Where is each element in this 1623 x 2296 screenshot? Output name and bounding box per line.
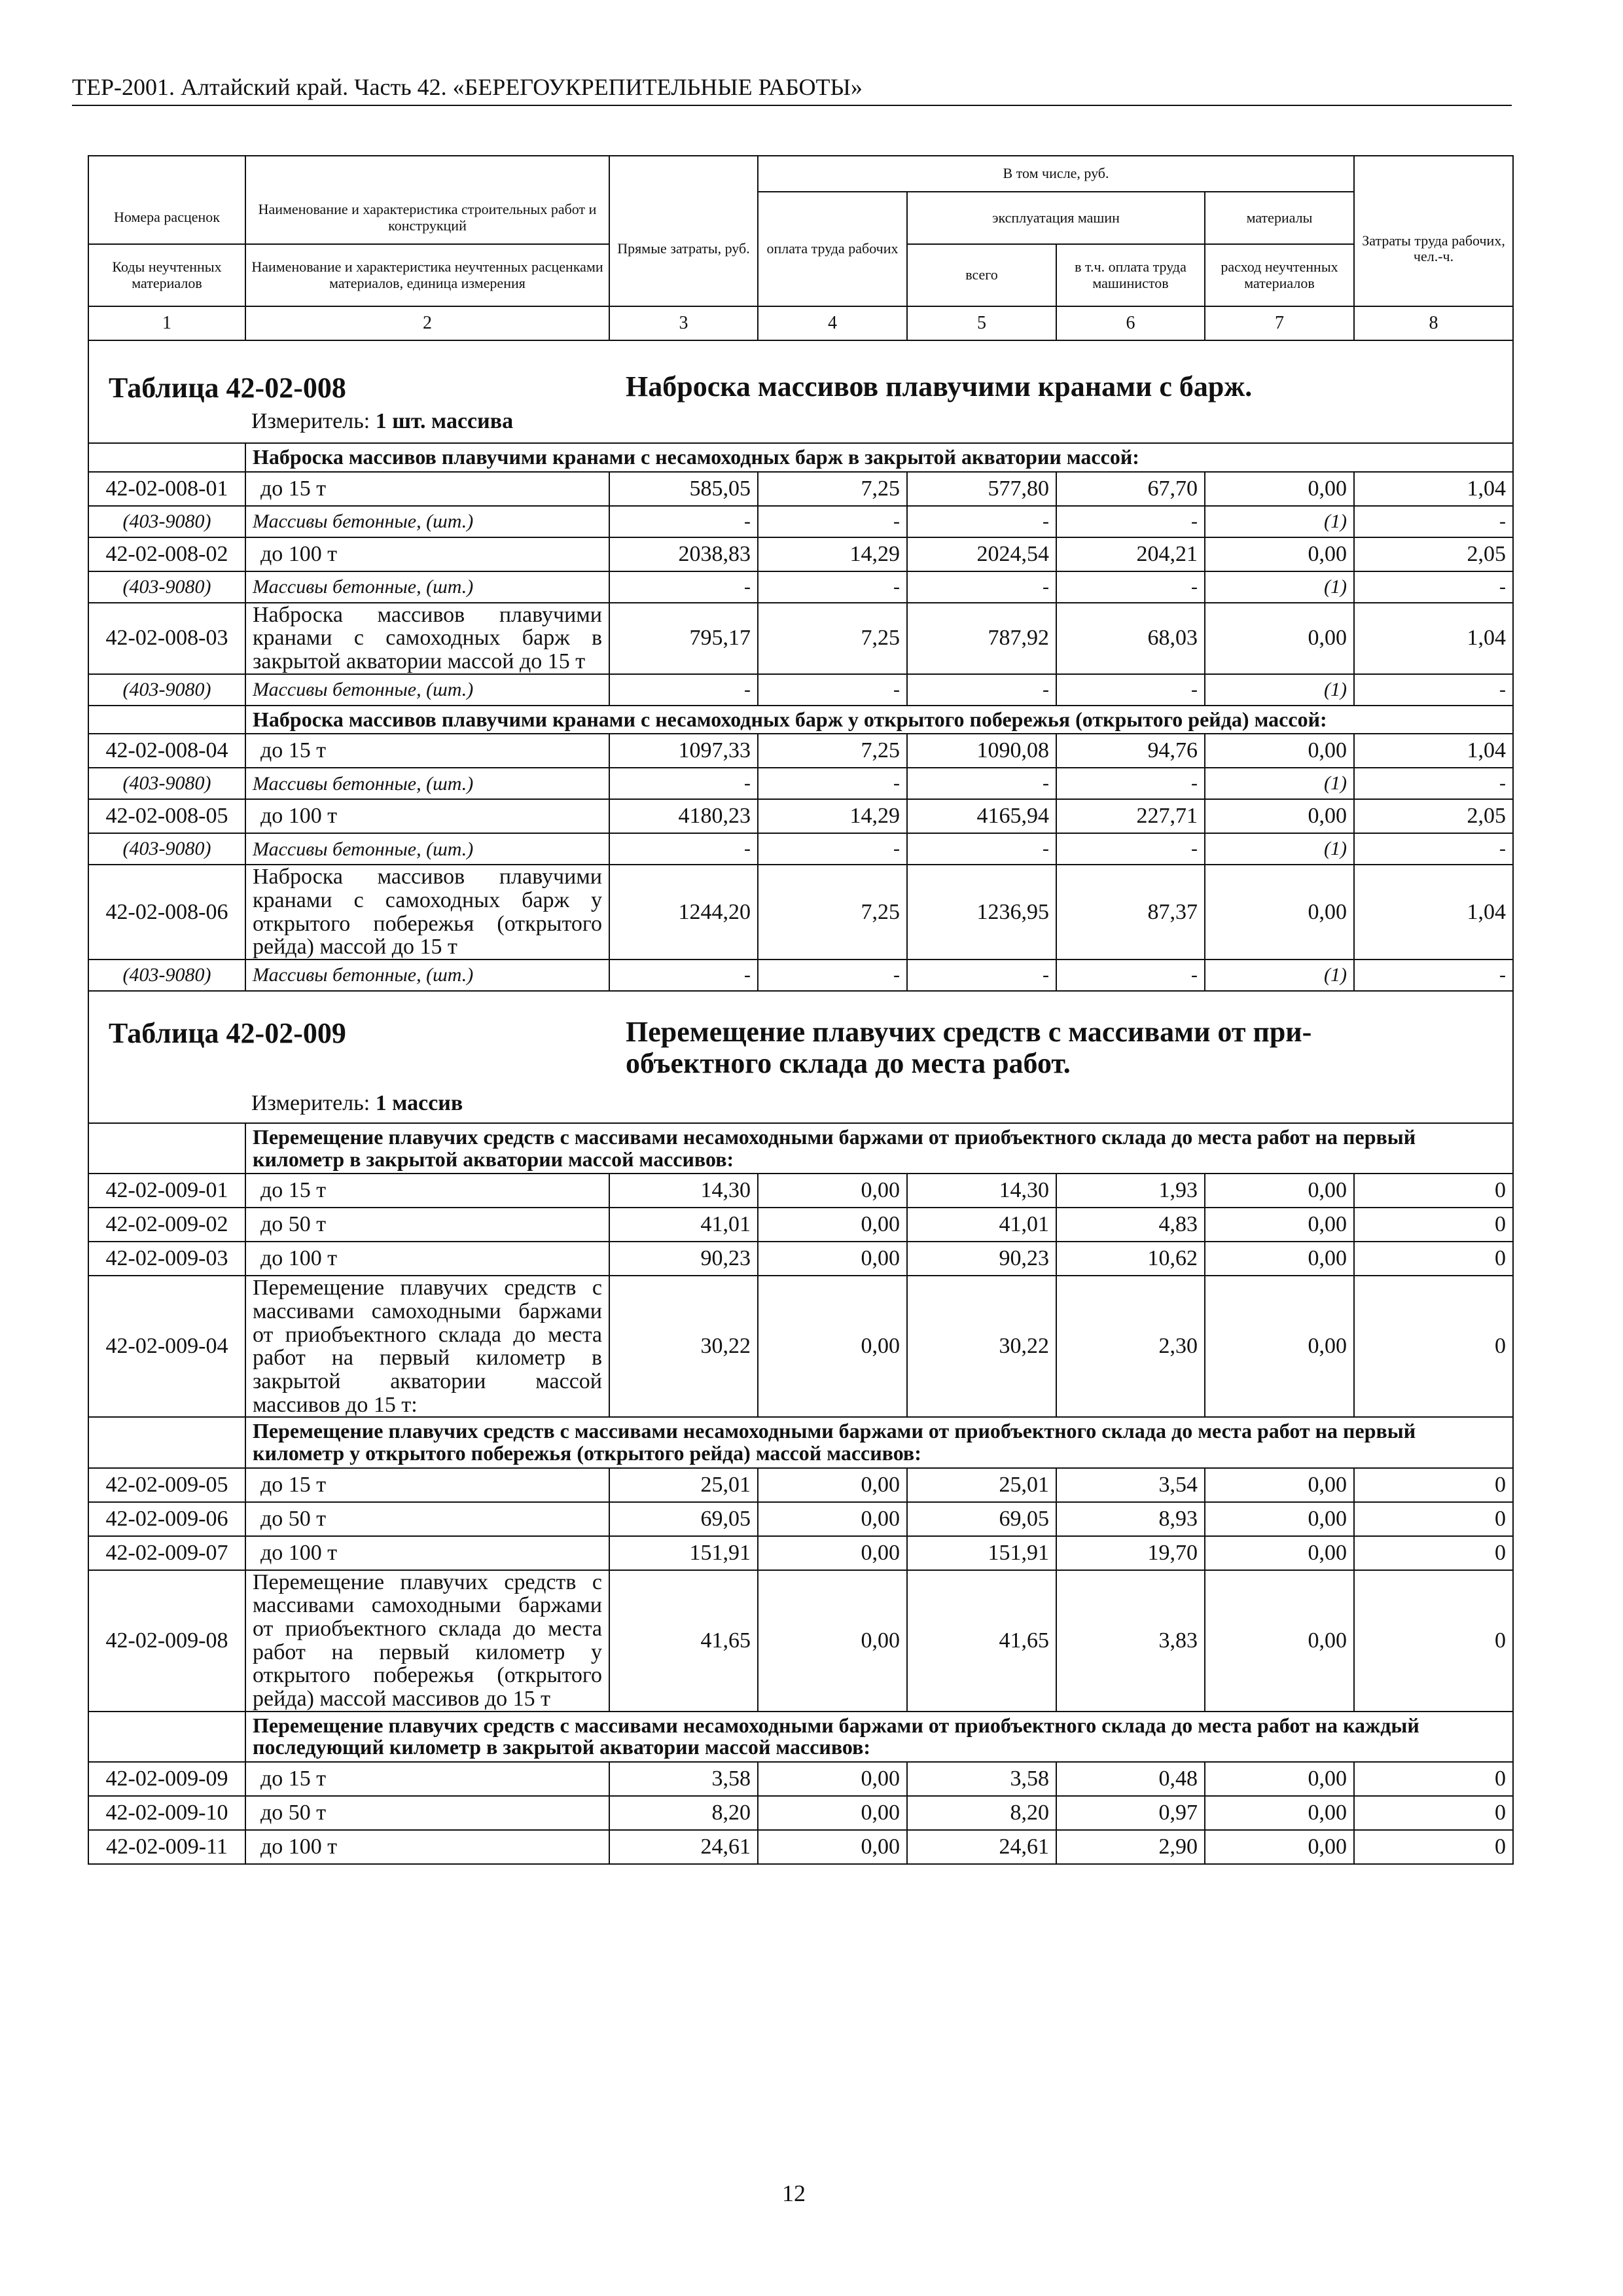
- material-value-cell: -: [907, 768, 1056, 799]
- material-value-cell: -: [758, 674, 907, 706]
- rate-code-cell: (403-9080): [88, 768, 245, 799]
- cost-value-cell: 0,00: [1205, 1208, 1354, 1242]
- material-row: [88, 768, 1513, 799]
- rate-code-cell: (403-9080): [88, 571, 245, 603]
- cost-value-cell: 0: [1354, 1830, 1513, 1864]
- cost-value-cell: 1,04: [1354, 472, 1513, 506]
- description-cell: до 50 т: [245, 1502, 609, 1536]
- cost-value-cell: 8,20: [907, 1796, 1056, 1830]
- cost-value-cell: 30,22: [609, 1276, 758, 1417]
- cost-value-cell: 0,00: [1205, 472, 1354, 506]
- cost-value-cell: 2,90: [1056, 1830, 1205, 1864]
- cost-value-cell: 1,04: [1354, 865, 1513, 960]
- col-header-num-rascenok: Номера расценок: [88, 192, 245, 244]
- material-value-cell: -: [1056, 674, 1205, 706]
- cost-value-cell: 0,00: [1205, 537, 1354, 571]
- rate-code-cell: (403-9080): [88, 960, 245, 991]
- description-cell: Массивы бетонные, (шт.): [245, 674, 609, 706]
- rate-code-cell: 42-02-009-03: [88, 1242, 245, 1276]
- cost-value-cell: 8,93: [1056, 1502, 1205, 1536]
- material-value-cell: -: [1056, 768, 1205, 799]
- table-heading-row: [88, 340, 1513, 443]
- col-number: 2: [245, 306, 609, 340]
- material-value-cell: -: [907, 571, 1056, 603]
- section-title: Наброска массивов плавучими кранами с несамоходных барж в закрытой акватории массой:: [245, 443, 1513, 472]
- cost-value-cell: 8,20: [609, 1796, 758, 1830]
- cost-value-cell: 24,61: [907, 1830, 1056, 1864]
- rate-code-cell: 42-02-008-04: [88, 734, 245, 768]
- cost-value-cell: 577,80: [907, 472, 1056, 506]
- material-value-cell: -: [1354, 571, 1513, 603]
- material-value-cell: -: [907, 506, 1056, 537]
- rate-code-cell: 42-02-009-02: [88, 1208, 245, 1242]
- cost-value-cell: 0,00: [758, 1468, 907, 1502]
- table-unit: Измеритель: 1 массив: [251, 1091, 463, 1115]
- col-header-name-mat: Наименование и характеристика неучтенных расценками материалов, единица измерения: [245, 244, 609, 306]
- header-blank-cell: [609, 156, 758, 192]
- material-value-cell: -: [1056, 960, 1205, 991]
- cost-value-cell: 0,00: [758, 1796, 907, 1830]
- table-cell: [88, 443, 245, 472]
- cost-value-cell: 0,00: [1205, 1468, 1354, 1502]
- table-row: [88, 1762, 1513, 1796]
- table-row: [88, 734, 1513, 768]
- material-value-cell: -: [1354, 768, 1513, 799]
- cost-value-cell: 0,00: [1205, 603, 1354, 674]
- rate-code-cell: 42-02-008-02: [88, 537, 245, 571]
- cost-value-cell: 0,00: [1205, 1830, 1354, 1864]
- material-value-cell: (1): [1205, 674, 1354, 706]
- section-title: Наброска массивов плавучими кранами с несамоходных барж у открытого побережья (открытого рейда) массой:: [245, 706, 1513, 734]
- table-cell: [88, 1123, 245, 1174]
- material-value-cell: -: [907, 833, 1056, 865]
- cost-value-cell: 0: [1354, 1242, 1513, 1276]
- rate-code-cell: 42-02-009-05: [88, 1468, 245, 1502]
- rate-code-cell: 42-02-009-07: [88, 1536, 245, 1570]
- table-heading-row: [88, 991, 1513, 1123]
- table-label: Таблица 42-02-009: [109, 1017, 346, 1049]
- cost-value-cell: 4,83: [1056, 1208, 1205, 1242]
- header-blank-cell: [1354, 156, 1513, 192]
- col-number: 3: [609, 306, 758, 340]
- section-row: [88, 706, 1513, 734]
- price-table: [88, 155, 1514, 1865]
- col-number: 7: [1205, 306, 1354, 340]
- col-header-codes-mat: Коды неучтенных материалов: [88, 244, 245, 306]
- cost-value-cell: 69,05: [609, 1502, 758, 1536]
- cost-value-cell: 0,00: [758, 1762, 907, 1796]
- cost-value-cell: 14,29: [758, 799, 907, 833]
- page-number: 12: [782, 2180, 806, 2206]
- description-cell: Массивы бетонные, (шт.): [245, 768, 609, 799]
- cost-value-cell: 0,00: [1205, 799, 1354, 833]
- cost-value-cell: 0,00: [1205, 1502, 1354, 1536]
- section-row: [88, 443, 1513, 472]
- rate-code-cell: (403-9080): [88, 674, 245, 706]
- material-value-cell: -: [1354, 833, 1513, 865]
- cost-value-cell: 0,00: [758, 1174, 907, 1208]
- col-header-name-works: Наименование и характеристика строительных работ и конструкций: [245, 192, 609, 244]
- cost-value-cell: 0,00: [1205, 1796, 1354, 1830]
- col-number: 6: [1056, 306, 1205, 340]
- table-cell: [88, 340, 1513, 443]
- section-row: [88, 1417, 1513, 1467]
- material-value-cell: -: [758, 506, 907, 537]
- cost-value-cell: 0,00: [1205, 1762, 1354, 1796]
- table-row: [88, 472, 1513, 506]
- cost-value-cell: 0: [1354, 1468, 1513, 1502]
- cost-value-cell: 0,00: [1205, 1174, 1354, 1208]
- cost-value-cell: 3,54: [1056, 1468, 1205, 1502]
- cost-value-cell: 0: [1354, 1796, 1513, 1830]
- cost-value-cell: 0,00: [1205, 1276, 1354, 1417]
- material-value-cell: -: [758, 768, 907, 799]
- cost-value-cell: 67,70: [1056, 472, 1205, 506]
- cost-value-cell: 4165,94: [907, 799, 1056, 833]
- cost-value-cell: 0,00: [758, 1536, 907, 1570]
- col-number: 8: [1354, 306, 1513, 340]
- col-header-labor-cost: Затраты труда рабочих, чел.-ч.: [1354, 192, 1513, 306]
- cost-value-cell: 1097,33: [609, 734, 758, 768]
- col-header-machines: эксплуатация машин: [907, 192, 1205, 244]
- description-cell: до 100 т: [245, 1536, 609, 1570]
- description-cell: Наброска массивов плавучими кранами с самоходных барж у открытого побережья (открытого рейда) массой до 15 т: [245, 865, 609, 960]
- cost-value-cell: 0: [1354, 1174, 1513, 1208]
- cost-value-cell: 94,76: [1056, 734, 1205, 768]
- cost-value-cell: 227,71: [1056, 799, 1205, 833]
- table-row: [88, 603, 1513, 674]
- cost-value-cell: 0,00: [1205, 865, 1354, 960]
- material-value-cell: -: [609, 674, 758, 706]
- table-row: [88, 1468, 1513, 1502]
- cost-value-cell: 30,22: [907, 1276, 1056, 1417]
- material-value-cell: (1): [1205, 768, 1354, 799]
- cost-value-cell: 0,00: [758, 1830, 907, 1864]
- cost-value-cell: 151,91: [907, 1536, 1056, 1570]
- material-value-cell: -: [609, 960, 758, 991]
- cost-value-cell: 25,01: [907, 1468, 1056, 1502]
- rate-code-cell: (403-9080): [88, 833, 245, 865]
- cost-value-cell: 1236,95: [907, 865, 1056, 960]
- cost-value-cell: 7,25: [758, 865, 907, 960]
- material-value-cell: -: [1056, 571, 1205, 603]
- rate-code-cell: 42-02-008-05: [88, 799, 245, 833]
- cost-value-cell: 0,48: [1056, 1762, 1205, 1796]
- col-header-materials: материалы: [1205, 192, 1354, 244]
- cost-value-cell: 2,30: [1056, 1276, 1205, 1417]
- col-header-total: всего: [907, 244, 1056, 306]
- cost-value-cell: 0,00: [758, 1242, 907, 1276]
- col-header-incl-operators: в т.ч. оплата труда машинистов: [1056, 244, 1205, 306]
- table-cell: [88, 1417, 245, 1467]
- description-cell: Массивы бетонные, (шт.): [245, 571, 609, 603]
- material-value-cell: -: [609, 768, 758, 799]
- cost-value-cell: 90,23: [907, 1242, 1056, 1276]
- description-cell: Перемещение плавучих средств с массивами самоходными баржами от приобъектного склада до места работ на первый километр у открытого побережья (открытого рейда) массой массивов до 15 т: [245, 1570, 609, 1712]
- cost-value-cell: 0,00: [758, 1208, 907, 1242]
- running-header: ТЕР-2001. Алтайский край. Часть 42. «БЕРЕГОУКРЕПИТЕЛЬНЫЕ РАБОТЫ»: [72, 74, 863, 100]
- cost-value-cell: 3,58: [907, 1762, 1056, 1796]
- cost-value-cell: 19,70: [1056, 1536, 1205, 1570]
- table-unit: Измеритель: 1 шт. массива: [251, 409, 514, 433]
- cost-value-cell: 795,17: [609, 603, 758, 674]
- cost-value-cell: 1090,08: [907, 734, 1056, 768]
- cost-value-cell: 2038,83: [609, 537, 758, 571]
- rate-code-cell: 42-02-008-01: [88, 472, 245, 506]
- material-row: [88, 833, 1513, 865]
- table-row: [88, 1570, 1513, 1712]
- material-value-cell: -: [758, 833, 907, 865]
- cost-value-cell: 14,30: [609, 1174, 758, 1208]
- col-header-mat-cons: расход неучтенных материалов: [1205, 244, 1354, 306]
- cost-value-cell: 0: [1354, 1502, 1513, 1536]
- description-cell: до 15 т: [245, 734, 609, 768]
- section-title: Перемещение плавучих средств с массивами несамоходными баржами от приобъектного склада до места работ на каждый последующий километр в закрытой акватории массой массивов:: [245, 1712, 1513, 1762]
- section-title: Перемещение плавучих средств с массивами несамоходными баржами от приобъектного склада до места работ на первый километр в закрытой акватории массой массивов:: [245, 1123, 1513, 1174]
- cost-value-cell: 24,61: [609, 1830, 758, 1864]
- material-value-cell: (1): [1205, 833, 1354, 865]
- cost-value-cell: 7,25: [758, 734, 907, 768]
- cost-value-cell: 0: [1354, 1208, 1513, 1242]
- description-cell: до 50 т: [245, 1796, 609, 1830]
- table-cell: [88, 991, 1513, 1123]
- description-cell: до 15 т: [245, 1762, 609, 1796]
- table-row: [88, 1276, 1513, 1417]
- cost-value-cell: 3,58: [609, 1762, 758, 1796]
- cost-value-cell: 41,65: [907, 1570, 1056, 1712]
- material-value-cell: -: [1056, 506, 1205, 537]
- cost-value-cell: 0,00: [1205, 734, 1354, 768]
- cost-value-cell: 14,30: [907, 1174, 1056, 1208]
- material-value-cell: (1): [1205, 506, 1354, 537]
- cost-value-cell: 151,91: [609, 1536, 758, 1570]
- material-value-cell: -: [1354, 674, 1513, 706]
- cost-value-cell: 68,03: [1056, 603, 1205, 674]
- table-cell: [88, 706, 245, 734]
- price-table-wrapper: [88, 155, 1512, 1865]
- rate-code-cell: 42-02-009-04: [88, 1276, 245, 1417]
- material-value-cell: -: [609, 571, 758, 603]
- cost-value-cell: 2024,54: [907, 537, 1056, 571]
- cost-value-cell: 2,05: [1354, 799, 1513, 833]
- material-value-cell: -: [1354, 960, 1513, 991]
- material-value-cell: -: [1354, 506, 1513, 537]
- table-cell: [88, 1712, 245, 1762]
- rate-code-cell: 42-02-009-10: [88, 1796, 245, 1830]
- material-value-cell: -: [758, 571, 907, 603]
- material-value-cell: -: [907, 674, 1056, 706]
- description-cell: до 100 т: [245, 1242, 609, 1276]
- cost-value-cell: 787,92: [907, 603, 1056, 674]
- cost-value-cell: 25,01: [609, 1468, 758, 1502]
- table-row: [88, 537, 1513, 571]
- cost-value-cell: 41,01: [609, 1208, 758, 1242]
- cost-value-cell: 41,01: [907, 1208, 1056, 1242]
- col-number: 4: [758, 306, 907, 340]
- cost-value-cell: 1,93: [1056, 1174, 1205, 1208]
- cost-value-cell: 1,04: [1354, 603, 1513, 674]
- table-row: [88, 799, 1513, 833]
- description-cell: Массивы бетонные, (шт.): [245, 506, 609, 537]
- table-row: [88, 1796, 1513, 1830]
- cost-value-cell: 69,05: [907, 1502, 1056, 1536]
- cost-value-cell: 3,83: [1056, 1570, 1205, 1712]
- description-cell: до 15 т: [245, 472, 609, 506]
- cost-value-cell: 0,00: [1205, 1536, 1354, 1570]
- material-row: [88, 506, 1513, 537]
- header-rule: [72, 105, 1512, 106]
- table-row: [88, 1208, 1513, 1242]
- table-row: [88, 865, 1513, 960]
- cost-value-cell: 0,00: [1205, 1570, 1354, 1712]
- cost-value-cell: 7,25: [758, 603, 907, 674]
- cost-value-cell: 1,04: [1354, 734, 1513, 768]
- rate-code-cell: 42-02-008-03: [88, 603, 245, 674]
- cost-value-cell: 10,62: [1056, 1242, 1205, 1276]
- section-title: Перемещение плавучих средств с массивами несамоходными баржами от приобъектного склада до места работ на первый километр у открытого побережья (открытого рейда) массой массивов:: [245, 1417, 1513, 1467]
- description-cell: Массивы бетонные, (шт.): [245, 960, 609, 991]
- description-cell: до 100 т: [245, 537, 609, 571]
- description-cell: до 100 т: [245, 1830, 609, 1864]
- table-row: [88, 1174, 1513, 1208]
- material-row: [88, 674, 1513, 706]
- cost-value-cell: 0,00: [758, 1276, 907, 1417]
- material-value-cell: -: [609, 833, 758, 865]
- material-row: [88, 960, 1513, 991]
- description-cell: Наброска массивов плавучими кранами с самоходных барж в закрытой акватории массой до 15 т: [245, 603, 609, 674]
- cost-value-cell: 87,37: [1056, 865, 1205, 960]
- cost-value-cell: 0: [1354, 1276, 1513, 1417]
- col-number: 5: [907, 306, 1056, 340]
- table-title: Наброска массивов плавучими кранами с барж.: [626, 370, 1253, 403]
- cost-value-cell: 0,97: [1056, 1796, 1205, 1830]
- table-title: Перемещение плавучих средств с массивами от при-объектного склада до места работ.: [626, 1016, 1312, 1080]
- description-cell: Перемещение плавучих средств с массивами самоходными баржами от приобъектного склада до места работ на первый километр в закрытой акватории массой массивов до 15 т:: [245, 1276, 609, 1417]
- table-label: Таблица 42-02-008: [109, 372, 346, 404]
- cost-value-cell: 0,00: [758, 1570, 907, 1712]
- cost-value-cell: 0: [1354, 1570, 1513, 1712]
- rate-code-cell: 42-02-009-06: [88, 1502, 245, 1536]
- col-header-incl: В том числе, руб.: [758, 156, 1354, 192]
- header-blank-cell: [88, 156, 245, 192]
- material-value-cell: -: [609, 506, 758, 537]
- cost-value-cell: 14,29: [758, 537, 907, 571]
- cost-value-cell: 4180,23: [609, 799, 758, 833]
- table-row: [88, 1536, 1513, 1570]
- section-row: [88, 1123, 1513, 1174]
- col-header-direct: Прямые затраты, руб.: [609, 192, 758, 306]
- rate-code-cell: (403-9080): [88, 506, 245, 537]
- cost-value-cell: 7,25: [758, 472, 907, 506]
- rate-code-cell: 42-02-008-06: [88, 865, 245, 960]
- description-cell: до 15 т: [245, 1174, 609, 1208]
- col-header-labor: оплата труда рабочих: [758, 192, 907, 306]
- material-value-cell: -: [1056, 833, 1205, 865]
- cost-value-cell: 41,65: [609, 1570, 758, 1712]
- material-row: [88, 571, 1513, 603]
- rate-code-cell: 42-02-009-09: [88, 1762, 245, 1796]
- table-row: [88, 1830, 1513, 1864]
- cost-value-cell: 585,05: [609, 472, 758, 506]
- cost-value-cell: 0: [1354, 1536, 1513, 1570]
- description-cell: до 100 т: [245, 799, 609, 833]
- cost-value-cell: 0: [1354, 1762, 1513, 1796]
- table-row: [88, 1242, 1513, 1276]
- section-row: [88, 1712, 1513, 1762]
- cost-value-cell: 2,05: [1354, 537, 1513, 571]
- table-row: [88, 1502, 1513, 1536]
- material-value-cell: -: [758, 960, 907, 991]
- material-value-cell: (1): [1205, 571, 1354, 603]
- col-number: 1: [88, 306, 245, 340]
- cost-value-cell: 0,00: [1205, 1242, 1354, 1276]
- description-cell: до 50 т: [245, 1208, 609, 1242]
- material-value-cell: (1): [1205, 960, 1354, 991]
- description-cell: Массивы бетонные, (шт.): [245, 833, 609, 865]
- cost-value-cell: 90,23: [609, 1242, 758, 1276]
- material-value-cell: -: [907, 960, 1056, 991]
- cost-value-cell: 1244,20: [609, 865, 758, 960]
- cost-value-cell: 204,21: [1056, 537, 1205, 571]
- rate-code-cell: 42-02-009-08: [88, 1570, 245, 1712]
- rate-code-cell: 42-02-009-01: [88, 1174, 245, 1208]
- cost-value-cell: 0,00: [758, 1502, 907, 1536]
- header-blank-cell: [245, 156, 609, 192]
- description-cell: до 15 т: [245, 1468, 609, 1502]
- rate-code-cell: 42-02-009-11: [88, 1830, 245, 1864]
